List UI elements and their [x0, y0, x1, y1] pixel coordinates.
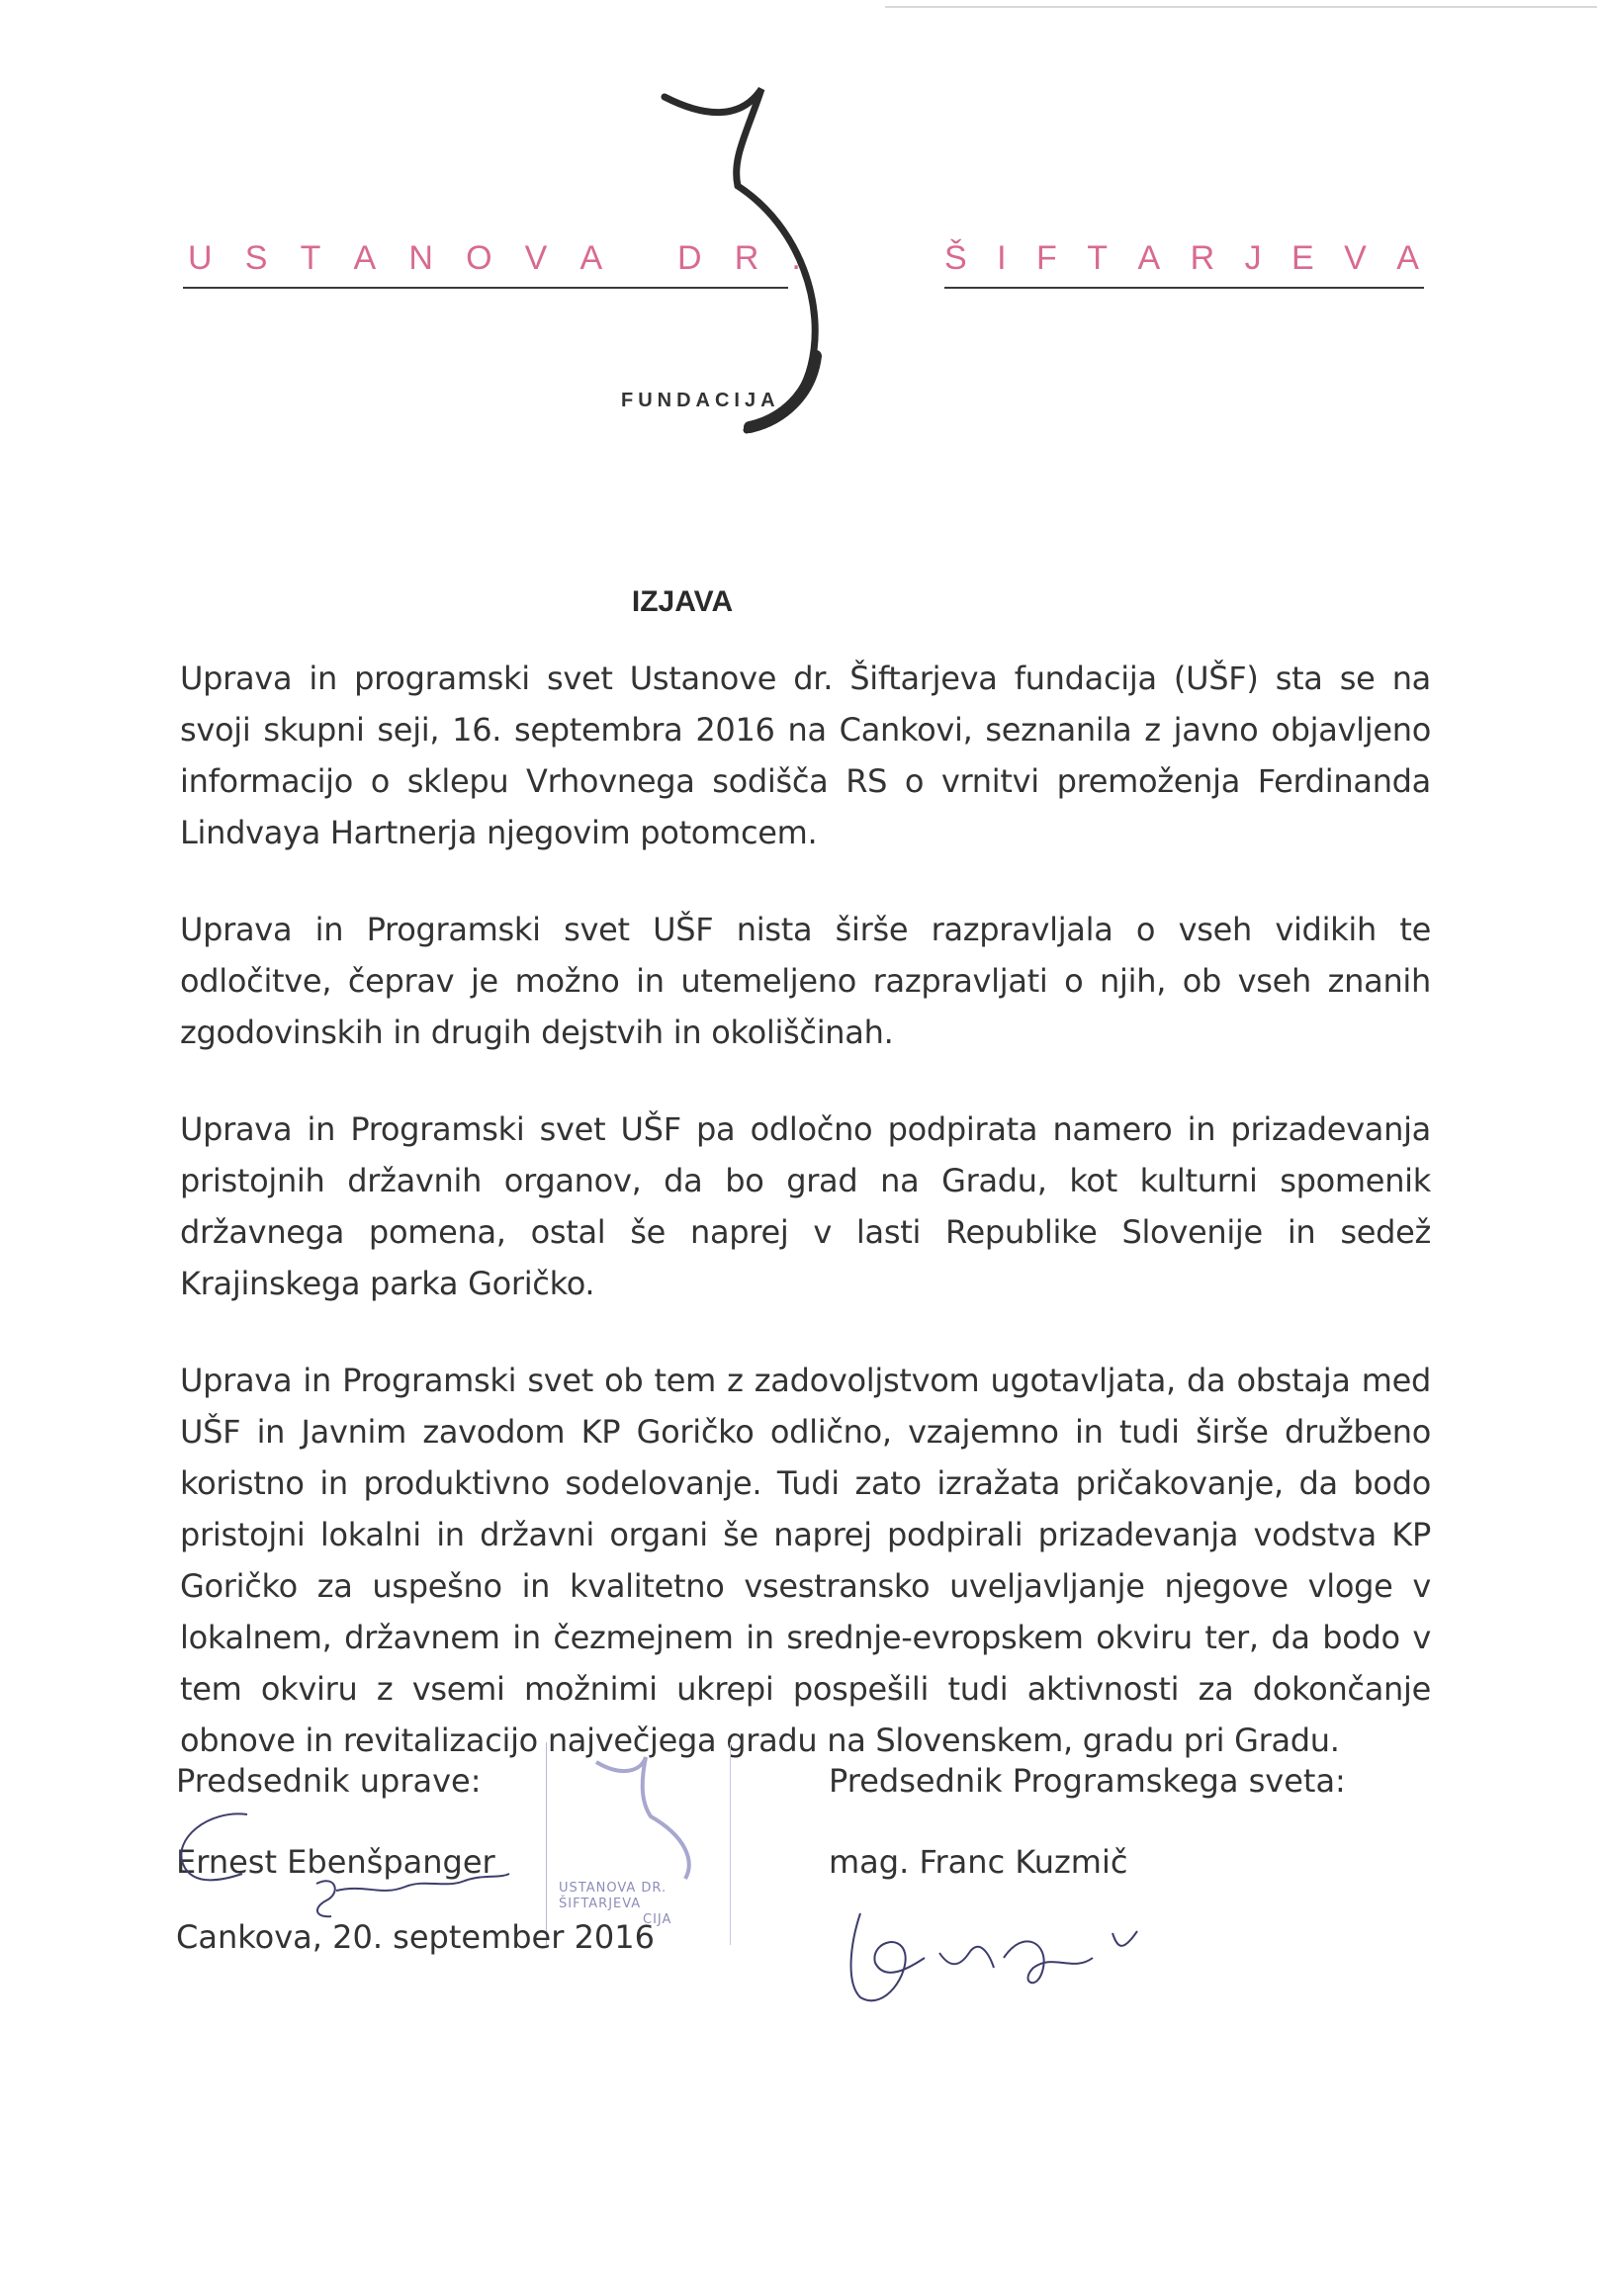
- document-body: [180, 653, 1431, 1811]
- stamp-line: CIJA: [643, 1912, 672, 1927]
- letterhead-letter: N: [408, 239, 433, 277]
- signatory-left-role: Predsednik uprave:: [176, 1762, 482, 1800]
- letterhead-letter: E: [1291, 239, 1314, 277]
- signatory-right-name: mag. Franc Kuzmič: [829, 1843, 1128, 1881]
- letterhead-letter: .: [791, 239, 801, 277]
- letterhead-rule-right: [944, 287, 1424, 289]
- letterhead-letter: V: [1344, 239, 1367, 277]
- letterhead-rule-left: [183, 287, 788, 289]
- letterhead-letter: A: [1137, 239, 1161, 277]
- letterhead: [0, 0, 1602, 455]
- stamp-line: ŠIFTARJEVA: [559, 1897, 642, 1911]
- body-paragraph: Uprava in programski svet Ustanove dr. Šiftarjeva fundacija (UŠF) sta se na svoji skupni seji, 16. septembra 2016 na Cankovi, seznanila z javno objavljeno informacijo o sklepu Vrhovnega sodišča RS o vrnitvi premoženja Ferdinanda Lindvaya Hartnerja njegovim potomcem.: [180, 660, 1431, 851]
- letterhead-letter: I: [997, 239, 1007, 277]
- letterhead-letter: J: [1244, 239, 1262, 277]
- letterhead-letter: S: [244, 239, 268, 277]
- stamp-line: USTANOVA DR.: [559, 1881, 668, 1896]
- letterhead-right-text: [944, 239, 1419, 278]
- body-paragraph: Uprava in Programski svet UŠF nista širše razpravljala o vseh vidikih te odločitve, čeprav je možno in utemeljeno razpravljati o njih, ob vseh znanih zgodovinskih in drugih dejstvih in okoliščinah.: [180, 911, 1431, 1051]
- document-title: IZJAVA: [631, 585, 734, 618]
- handwritten-signature-left: [168, 1780, 524, 1938]
- signatory-right-role: Predsednik Programskega sveta:: [829, 1762, 1346, 1800]
- letterhead-spacer: [635, 239, 644, 278]
- letterhead-letter: Š: [944, 239, 967, 277]
- letterhead-letter: A: [579, 239, 603, 277]
- letterhead-letter: T: [1087, 239, 1109, 277]
- signatory-left-name: Ernest Ebenšpanger: [176, 1843, 495, 1881]
- letterhead-letter: O: [466, 239, 492, 277]
- handwritten-signature-right: [831, 1874, 1167, 2022]
- letterhead-letter: R: [734, 239, 759, 277]
- letterhead-letter: A: [1396, 239, 1419, 277]
- official-stamp: [546, 1742, 731, 1945]
- letterhead-letter: U: [188, 239, 213, 277]
- letterhead-letter: A: [353, 239, 377, 277]
- letterhead-left-text: [188, 239, 801, 278]
- letterhead-letter: D: [676, 239, 702, 277]
- letterhead-letter: V: [524, 239, 548, 277]
- letterhead-letter: T: [300, 239, 321, 277]
- body-paragraph: Uprava in Programski svet UŠF pa odločno podpirata namero in prizadevanja pristojnih državnih organov, da bo grad na Gradu, kot kulturni spomenik državnega pomena, ostal še naprej v lasti Republike Slovenije in sedež Krajinskega parka Goričko.: [180, 1110, 1431, 1302]
- place-date: Cankova, 20. september 2016: [176, 1918, 655, 1956]
- body-paragraph: Uprava in Programski svet ob tem z zadovoljstvom ugotavljata, da obstaja med UŠF in Javnim zavodom KP Goričko odlično, vzajemno in tudi širše družbeno koristno in produktivno sodelovanje. Tudi zato izražata pričakovanje, da bodo pristojni lokalni in državni organi še naprej podpirali prizadevanja vodstva KP Goričko za uspešno in kvalitetno vsestransko uveljavljanje njegove vloge v lokalnem, državnem in čezmejnem in srednje-evropskem okviru ter, da bodo v tem okviru z vsemi možnimi ukrepi pospešili tudi aktivnosti za dokončanje obnove in revitalizacijo največjega gradu na Slovenskem, gradu pri Gradu.: [180, 1362, 1431, 1759]
- letterhead-letter: R: [1190, 239, 1215, 277]
- letterhead-letter: F: [1036, 239, 1057, 277]
- letterhead-subtitle: FUNDACIJA: [621, 390, 780, 411]
- stamp-logo-icon: [547, 1742, 730, 1881]
